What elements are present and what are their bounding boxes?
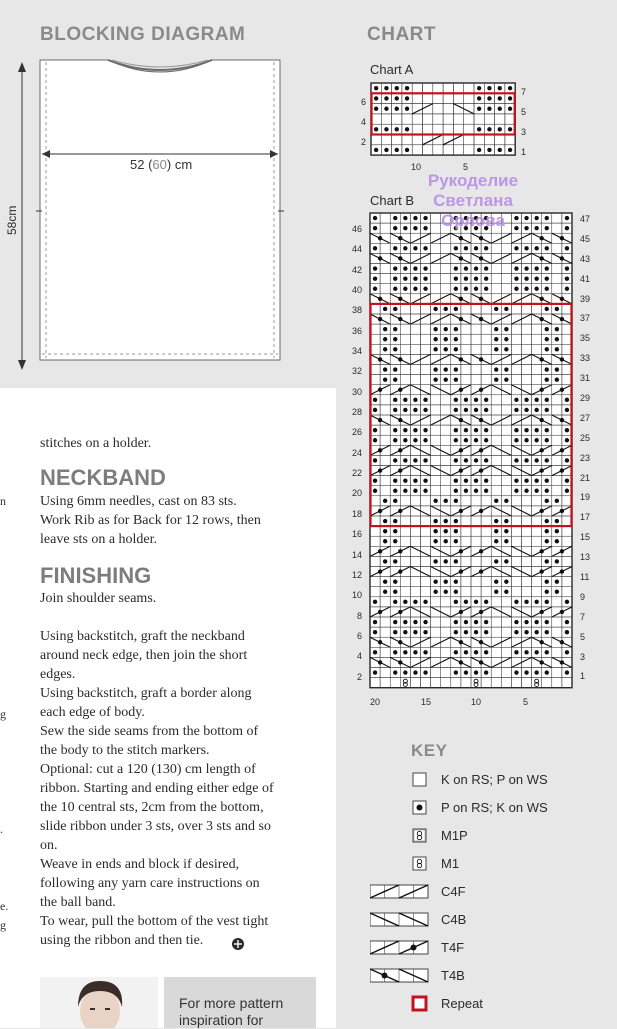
chart-a-left-rows: 6 4 2 [360,97,366,147]
chart-b-row-label: 1 [580,671,586,682]
key-label: Repeat [441,996,483,1011]
key-item [370,965,430,987]
chart-b-col-5: 5 [523,697,529,707]
chart-b-row-label: 44 [351,244,362,255]
chart-b-row-label: 5 [580,631,586,642]
finishing-heading: FINISHING [40,563,152,588]
chart-b-row-label: 9 [580,591,586,602]
chart-b-row-label: 3 [580,651,586,662]
chart-b-row-label: 12 [351,569,362,580]
chart-b-grid [369,212,575,690]
model-photo [40,977,158,1028]
cable-front-icon [370,881,430,903]
chart-b-col-10: 10 [471,697,482,707]
margin-mark: . [0,822,3,836]
finishing-line: the body to the stitch markers. [40,743,210,758]
width-measurement: 52 (60) cm [130,157,193,172]
chart-b-row-label: 36 [351,325,362,336]
key-item [370,993,430,1015]
margin-mark: e. [0,899,9,913]
finishing-line: using the ribbon and then tie. [40,933,204,948]
finishing-line: around neck edge, then join the short [40,648,248,663]
promo-text: For more pattern inspiration for [179,995,284,1028]
key-item [370,881,430,903]
finishing-line: each edge of body. [40,705,145,720]
chart-b-row-label: 7 [580,611,586,622]
finishing-line [40,608,330,627]
key-item [370,909,430,931]
chart-b-row-label: 39 [580,293,591,304]
key-label: M1 [441,856,460,871]
chart-b-row-label: 45 [580,233,591,244]
chart-b-row-label: 35 [580,333,591,344]
finishing-line: edges. [40,667,76,682]
twist-back-icon [370,965,430,987]
chart-b-row-label: 10 [351,590,362,601]
margin-mark: g [0,707,6,721]
chart-b-row-label: 2 [356,671,362,682]
key-heading: KEY [411,741,448,760]
repeat-box-icon [370,993,430,1015]
chart-b-row-label: 34 [351,346,362,357]
chart-b-row-label: 29 [580,393,591,404]
finishing-line: the ball band. [40,895,116,910]
chart-b-row-label: 6 [356,630,362,641]
key-label: T4B [441,968,465,983]
chart-b-row-label: 30 [351,386,362,397]
chart-b-row-label: 19 [580,492,591,503]
chart-a-col-10: 10 [411,162,422,172]
chart-b-row-label: 42 [351,264,362,275]
chart-b-row-label: 16 [351,529,362,540]
empty-square-icon [370,769,430,791]
key-label: T4F [441,940,465,955]
key-item [370,797,430,819]
chart-b-row-label: 20 [351,488,362,499]
key-label: M1P [441,828,468,843]
chart-a-title: Chart A [370,62,414,77]
chart-heading: CHART [367,24,436,45]
chart-b-row-label: 13 [580,552,591,563]
chart-b-row-label: 41 [580,273,591,284]
neckband-heading: NECKBAND [40,465,166,490]
chart-b-row-label: 33 [580,353,591,364]
key-label: P on RS; K on WS [441,800,548,815]
dot-square-icon [370,797,430,819]
chart-b-row-label: 28 [351,407,362,418]
chart-b-row-label: 46 [351,224,362,234]
chart-b-row-label: 22 [351,468,362,479]
chart-b-row-label: 8 [356,610,362,621]
make-one-icon [370,853,430,875]
key-label: C4F [441,884,466,899]
chart-b-left-rows [342,224,362,692]
blocking-diagram-heading: BLOCKING DIAGRAM [40,24,246,45]
twist-front-icon [370,937,430,959]
chart-b-row-label: 40 [351,285,362,296]
finishing-line: on. [40,838,58,853]
finishing-line: Weave in ends and block if desired, [40,857,240,872]
chart-b-row-label: 24 [351,447,362,458]
finishing-line: Sew the side seams from the bottom of [40,724,259,739]
chart-b-row-label: 38 [351,305,362,316]
chart-b-row-label: 47 [580,214,591,224]
chart-a-right-rows: 7 5 3 1 [521,87,527,157]
neckband-text: Using 6mm needles, cast on 83 sts. Work Rib as for Back for 12 rows, then leave sts on a holder. [40,494,261,547]
watermark: Рукоделие Светлана Орлова [427,171,519,230]
height-measurement: 58cm [5,205,19,235]
key-label: K on RS; P on WS [441,772,548,787]
finishing-text [40,589,330,950]
blocking-diagram [0,50,300,380]
cable-back-icon [370,909,430,931]
chart-b-row-label: 31 [580,373,591,384]
chart-b-row-label: 37 [580,313,591,324]
chart-a-grid [370,82,516,156]
chart-b-row-label: 27 [580,412,591,423]
chart-b-row-label: 11 [580,572,590,583]
chart-b-row-label: 17 [580,512,591,523]
finishing-line: slide ribbon under 3 sts, over 3 sts and so [40,819,271,834]
finishing-line: ribbon. Starting and ending either edge of [40,781,274,796]
key-item [370,937,430,959]
make-one-purl-icon [370,825,430,847]
chart-b-row-label: 32 [351,366,362,377]
margin-mark: g [0,918,6,932]
promo-photo [40,977,158,1028]
chart-b-right-rows [580,214,600,691]
chart-b-row-label: 26 [351,427,362,438]
chart-b-col-15: 15 [421,697,432,707]
garment-outline [40,60,280,360]
key-item [370,825,430,847]
finishing-line: the 10 central sts, 2cm from the bottom, [40,800,264,815]
chart-b-row-label: 18 [351,508,362,519]
end-mark-icon [231,937,245,951]
finishing-line: Using backstitch, graft the neckband [40,629,245,644]
chart-a-col-5: 5 [463,162,469,172]
key-item [370,769,430,791]
finishing-line: To wear, pull the bottom of the vest tight [40,914,269,929]
intro-line: stitches on a holder. [40,436,152,451]
chart-b-row-label: 21 [580,472,591,483]
finishing-line: Using backstitch, graft a border along [40,686,252,701]
chart-b-row-label: 14 [351,549,362,560]
margin-mark: n [0,494,6,508]
chart-b-row-label: 4 [356,651,362,662]
key-label: C4B [441,912,467,927]
chart-b-col-20: 20 [370,697,381,707]
key-item [370,853,430,875]
chart-b-row-label: 23 [580,452,591,463]
finishing-line: following any yarn care instructions on [40,876,260,891]
finishing-line: Optional: cut a 120 (130) cm length of [40,762,256,777]
chart-b-title: Chart B [370,193,415,208]
chart-b-row-label: 15 [580,532,591,543]
chart-b-row-label: 43 [580,253,591,264]
finishing-line: Join shoulder seams. [40,591,157,606]
chart-b-row-label: 25 [580,432,591,443]
